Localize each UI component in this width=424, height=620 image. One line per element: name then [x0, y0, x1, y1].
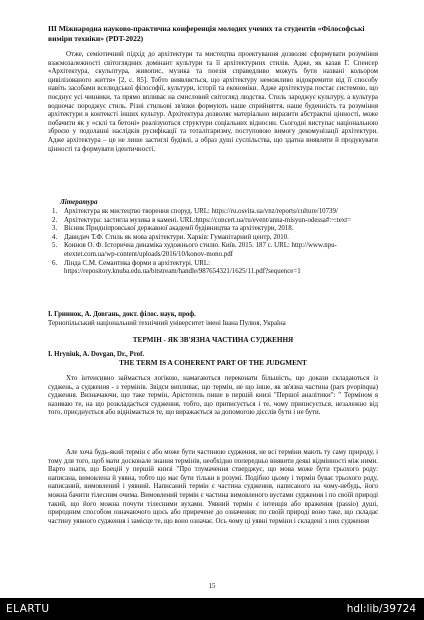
reference-item: 5. Коннов О. Ф. Історична динаміка художнього стилю. Київ. 2015. 187 с. URL: http://www.npu-etextet.com.ua/wp-content/uploads/2016/10/konov-mono.pdf	[52, 242, 337, 258]
affiliation: Тернопільський національний технічний університет імені Івана Пулюя, Україна	[48, 320, 286, 327]
page-number: 15	[208, 582, 216, 590]
reference-item: 1. Архітектура як мистецтво творення споруд. URL: https://ru.osvita.ua/vnz/reports/culture/10739/	[52, 208, 338, 215]
paragraph-1: Хто інтенсивно займається логікою, намагаються переконати більшість, що докази складаються із суджень, а судження - з термінів. Звідси випливає, що термін, не що інше, як зв'язна частина (pars pvopinqua) судження. Визначаючи, що таке термін, Арістотель пише в першій книзі "Першої аналітики": " Терміном я називаю те, на що розкладається судження, тобто, що приписується і те, чому приписується, незалежно від того, приєднується або віднімається те, що виражається за допомогою дієслів бути і не бути.	[48, 375, 378, 417]
body-paragraph: Отже, семіотичний підхід до архітектури та мистецтва проектування дозволяє сформувати розуміння взаємозалежності світоглядних домінант культури та її архітектурних стилів. Адже, як казав Г. Спенсер «Архітектура, скульптура, живопис, музика та поезія справедливо можуть бути названі кольором цивілізованого життя» [2, с. 85]. Тобто виявляється, що архітектуру неможливо відокремити від її способу навіть засобами вселюдської філософії, культури, історії та економіки. Адже архітектура постає системою, що поєднує усі чинники, та прямо впливає на смисловий світогляд людства. Стиль зароджує культуру, а культура водночас породжує стиль. Різні стильові зв'язки формують наше сприйняття, наше буденність та розуміння архітектури в контексті інших культур. Архітектура дозволяє матеріально виразити абстрактні цінності, може побачити як у «склі та бетоні» реалізуються структури соціальних відносин. Сьогодні виступає національною зброєю у подоланні наслідків русифікації та тоталітаризму, поступовою вимогу декомунізації архітектури. Адже архітектура – це не лише застиглі будівлі, а образ душі суспільства, що здатна виявляти й продукувати цінності та формувати ідентичності.	[48, 51, 378, 153]
reference-list	[48, 208, 378, 277]
conference-header: III Міжнародна науково-практична конференція молодих учених та студентів «Філософські виміри техніки» (PDT-2022)	[48, 24, 365, 43]
repository-name: ELARTU	[6, 603, 50, 615]
reference-item: 3. Вісник Придніпровської державної академії будівництва та архітектури, 2018.	[52, 225, 294, 233]
literature-title: Література	[60, 198, 98, 206]
author-en: I. Hryniuk, A. Dovgan, Dr., Prof.	[48, 351, 145, 358]
reference-item: 4. Давидич Т.Ф. Стиль як мова архітектури. Харків: Гуманітарний центр, 2010.	[52, 233, 289, 241]
reference-item: 6. Лінда С.М. Семантика форми в архітектурі. URL: https://repository.knuba.edu.ua/bitstream/handle/987654321/1625/11.pdf?sequence=1	[52, 259, 301, 276]
handle-link[interactable]: hdl:lib/39724	[346, 603, 416, 615]
title-en: THE TERM IS A COHERENT PART OF THE JUDGMENT	[119, 359, 307, 367]
repository-footer	[0, 598, 424, 620]
reference-item: 2. Архітектура: застигла музика в камені. URL:https://concert.ua/ru/event/anna-misyun-odessa#:~:text=	[52, 216, 352, 224]
paragraph-2: Але хоча будь-який термін є або може бути частиною судження, не всі терміни мають ту саму природу, і тому для того, щоб мати досконале знання термінів, необхідно попередньо виявити деякі відмінності між ними. Варто знати, що Боецій у першій книзі "Про тлумачення стверджує, що мова може бути трьохого роду: написана, вимовлена й уявна, тобто що має бути тільки в розумі. Подібно цьому і термін буває трьохого роду, написаний, вимовлений і уявний. Написаний термін є частина судження, написаного на чому-небудь, його можна бачити тілесним очима. Вимовлений термін є частина вимовленого вустами судження і по своїй природі такий, що його можна почути тілесними вухами. Уявний термін є інтенція або враження (passio) душі, природним способом означаючого щось або приречене до означення; по своїй природі воно таке, що складає частину уявного судження і замісце те, що воно означає. Ось чому ці уявні терміни і складені з них судження	[48, 449, 378, 525]
title-ua: ТЕРМІН - ЯК ЗВ'ЯЗНА ЧАСТИНА СУДЖЕННЯ	[132, 336, 294, 344]
author-ua: І. Гриннок, А. Довгань, докт. філос. наук, проф.	[48, 311, 196, 318]
